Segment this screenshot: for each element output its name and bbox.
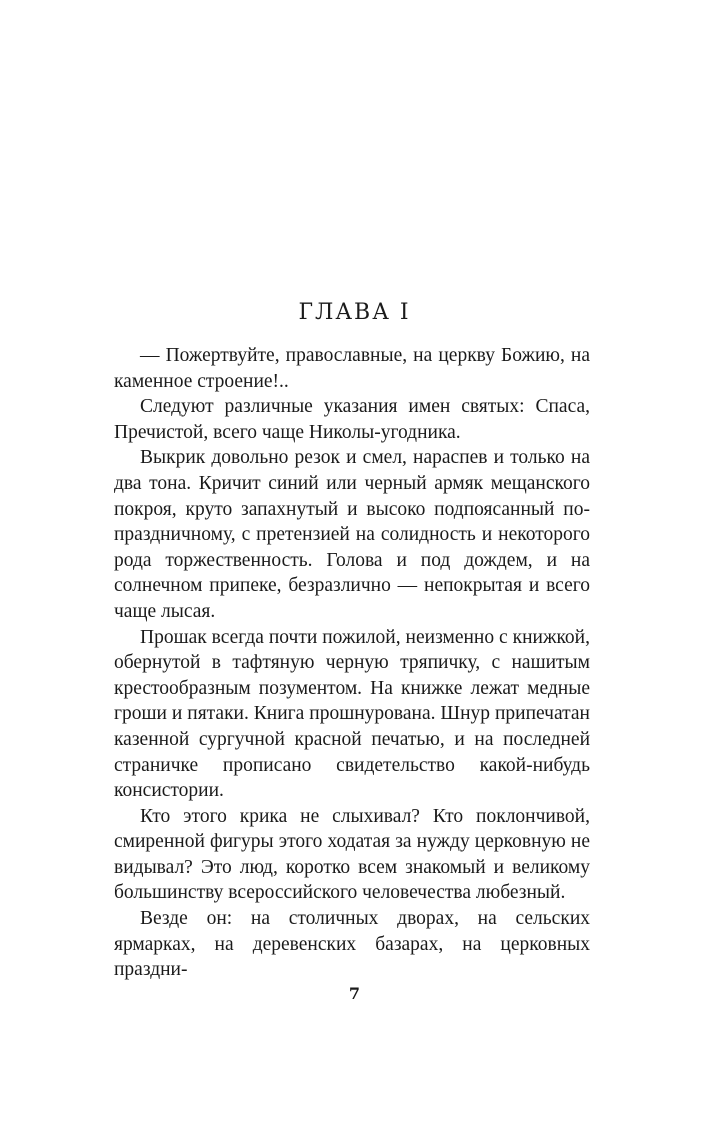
paragraph-3: Выкрик довольно резок и смел, нараспев и только на два тона. Кричит синий или черный армяк мещанского покроя, круто запахнутый и высоко подпоясанный по-праздничному, с претензией на солидность и некоторого рода торжественность. Голова и под дождем, и на солнечном припеке, безразлично — непокрытая и всего чаще лысая. (114, 447, 590, 622)
chapter-title: ГЛАВА I (298, 300, 411, 325)
paragraph-4: Прошак всегда почти пожилой, неизменно с книжкой, обернутой в тафтяную черную тряпичку, с нашитым крестообразным позументом. На книжке лежат медные гроши и пятаки. Книга прошнурована. Шнур припечатан казенной сургучной красной печатью, и на последней страничке прописано свидетельство какой-нибудь консистории. (114, 626, 590, 802)
paragraph-6: Везде он: на столичных дворах, на сельских ярмарках, на деревенских базарах, на церковных праздни- (114, 908, 590, 981)
paragraph-2: Следуют различные указания имен святых: Спаса, Пречистой, всего чаще Николы-угодника. (114, 396, 590, 443)
paragraph-1: — Пожертвуйте, православные, на церкву Божию, на каменное строение!.. (114, 345, 590, 392)
paragraph-5: Кто этого крика не слыхивал? Кто поклончивой, смиренной фигуры этого ходатая за нужду церковную не видывал? Это люд, коротко всем знакомый и великому большинству всероссийского человечества любезный. (114, 805, 590, 904)
chapter-body (114, 343, 590, 983)
page-number: 7 (348, 984, 361, 1003)
